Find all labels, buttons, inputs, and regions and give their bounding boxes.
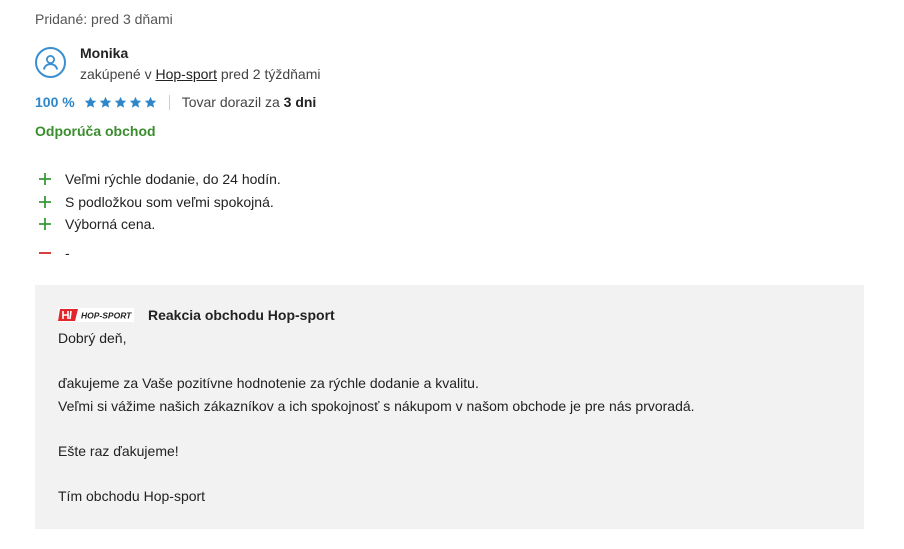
star-icon <box>99 96 112 109</box>
plus-icon <box>35 172 55 186</box>
pro-item <box>35 213 281 236</box>
author-info <box>80 45 320 83</box>
pro-item <box>35 168 281 191</box>
rating-stars <box>84 96 157 109</box>
recommend-shop-label: Odporúča obchod <box>35 123 156 139</box>
reply-body <box>58 327 841 507</box>
author-name: Monika <box>80 45 129 61</box>
rating-row <box>35 94 316 110</box>
pro-text: Veľmi rýchle dodanie, do 24 hodín. <box>65 171 281 188</box>
review-added-date: Pridané: pred 3 dňami <box>35 11 173 27</box>
delivery-info <box>182 94 317 110</box>
pro-text: S podložkou som veľmi spokojná. <box>65 193 274 210</box>
con-text: - <box>65 244 70 261</box>
star-icon <box>114 96 127 109</box>
reply-line: ďakujeme za Vaše pozitívne hodnotenie za rýchle dodanie a kvalitu. <box>58 375 479 391</box>
rating-percent: 100 % <box>35 94 75 110</box>
shop-reply <box>35 285 864 529</box>
purchase-time: pred 2 týždňami <box>220 66 321 82</box>
pro-item <box>35 191 281 214</box>
pro-text: Výborná cena. <box>65 216 156 233</box>
pros-cons-list <box>35 168 281 264</box>
reply-greeting: Dobrý deň, <box>58 330 127 346</box>
logo-text: HOP-SPORT <box>81 310 132 321</box>
user-avatar-icon <box>35 47 66 78</box>
purchase-info <box>80 65 320 83</box>
star-icon <box>84 96 97 109</box>
reply-line: Ešte raz ďakujeme! <box>58 442 179 459</box>
plus-icon <box>35 195 55 209</box>
reply-title: Reakcia obchodu Hop-sport <box>148 307 335 323</box>
con-item <box>35 242 281 264</box>
minus-icon <box>35 246 55 260</box>
divider <box>169 95 170 110</box>
purchase-prefix: zakúpené v <box>80 66 152 82</box>
review-author <box>35 45 320 83</box>
reply-line: Veľmi si vážime našich zákazníkov a ich spokojnosť s nákupom v našom obchode je pre nás prvoradá. <box>58 397 695 414</box>
plus-icon <box>35 217 55 231</box>
reply-header <box>58 307 841 323</box>
delivery-value: 3 dni <box>283 94 317 110</box>
star-icon <box>129 96 142 109</box>
reply-signature: Tím obchodu Hop-sport <box>58 487 206 504</box>
shop-link[interactable]: Hop-sport <box>155 66 217 82</box>
star-icon <box>144 96 157 109</box>
delivery-prefix: Tovar dorazil za <box>181 94 280 110</box>
hop-sport-logo <box>58 307 134 323</box>
